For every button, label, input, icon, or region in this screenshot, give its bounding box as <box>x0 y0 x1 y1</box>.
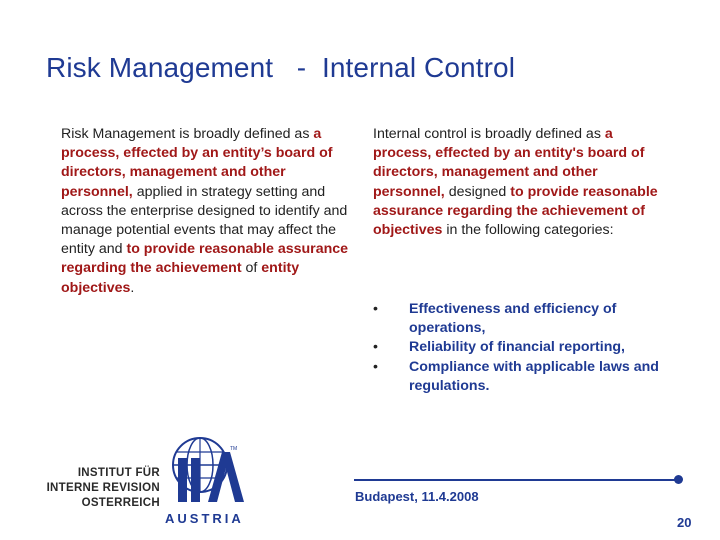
left-text-1: Risk Management is broadly defined as <box>61 126 314 142</box>
list-item <box>373 300 673 338</box>
list-item <box>373 338 673 357</box>
right-text-3: designed <box>444 183 511 200</box>
list-item-text: Effectiveness and efficiency of operations, <box>409 301 617 337</box>
page-number: 20 <box>677 515 692 530</box>
left-text-4: to provide reasonable assurance regarding the achievement <box>61 241 349 277</box>
left-text-3: applied in strategy setting and across the enterprise designed to identify and manage potential events that may affect the entity and <box>61 183 348 258</box>
right-text-4: to provide reasonable assurance regarding the achievement of objectives <box>373 183 658 239</box>
categories-list <box>373 300 673 396</box>
bullet-icon: • <box>373 339 378 356</box>
footer-date: Budapest, 11.4.2008 <box>355 489 479 504</box>
iia-globe-logo-icon <box>160 430 260 512</box>
left-text-2: a process, effected by an entity’s board of directors, management and other personnel, <box>61 126 333 200</box>
left-text-5: of <box>241 260 262 277</box>
list-item <box>373 358 673 396</box>
right-text-2: a process, effected by an entity's board of directors, management and other personnel, <box>373 126 645 200</box>
right-text-5: in the following categories: <box>442 222 614 239</box>
institute-line-2: INTERNE REVISION <box>46 482 160 495</box>
page-title: Risk Management - Internal Control <box>46 52 516 83</box>
bullet-icon: • <box>373 358 378 375</box>
list-item-text: Reliability of financial reporting, <box>409 339 625 356</box>
institute-line-3: OSTERREICH <box>81 497 160 510</box>
right-text-1: Internal control is broadly defined as <box>373 126 605 142</box>
list-item-text: Compliance with applicable laws and regulations. <box>409 358 659 394</box>
left-text-6: entity objectives <box>61 260 300 296</box>
institute-line-1: INSTITUT FÜR <box>77 467 160 479</box>
risk-management-definition <box>61 125 351 298</box>
svg-text:TM: TM <box>230 446 238 452</box>
divider-end-dot <box>674 475 683 484</box>
bullet-icon: • <box>373 301 378 317</box>
institute-name <box>28 466 160 512</box>
left-text-7: . <box>130 279 135 296</box>
austria-label: AUSTRIA <box>165 511 244 526</box>
footer-divider <box>354 479 678 481</box>
internal-control-definition <box>373 125 673 240</box>
